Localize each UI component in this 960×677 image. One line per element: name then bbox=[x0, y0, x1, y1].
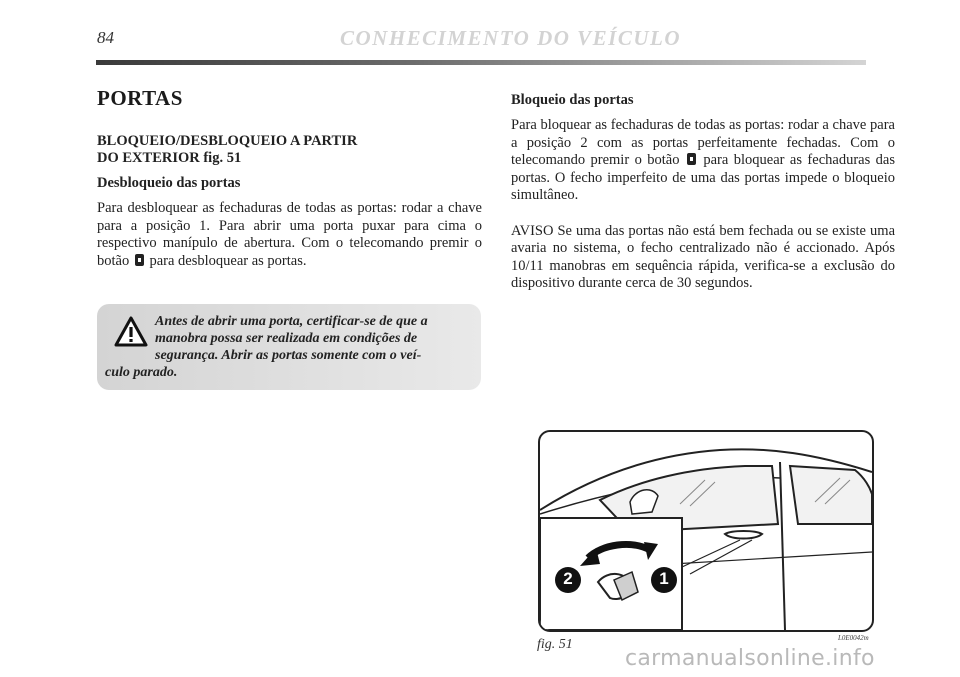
warning-box bbox=[97, 304, 481, 390]
warning-text bbox=[105, 313, 467, 381]
label-2: 2 bbox=[563, 569, 573, 588]
warning-text-main: Antes de abrir uma porta, certificar-se de que a manobra possa ser realizada em condições de segurança. Abrir as portas somente com o veí- bbox=[155, 314, 428, 363]
notice-paragraph: AVISO Se uma das portas não está bem fechada ou se existe uma avaria no sistema, o fecho centralizado não é accionado. Após 10/11 manobras em sequência rápida, verifica-se a exclusão do dispositivo durante cerca de 30 segundos. bbox=[511, 222, 895, 291]
figure-51 bbox=[538, 430, 874, 632]
lock-text-b: para bloquear as fechaduras das portas. O fecho imperfeito de uma das portas impede o bloqueio simultâneo. bbox=[511, 152, 895, 203]
header-rule bbox=[96, 60, 866, 65]
lock-button-icon bbox=[135, 254, 144, 266]
subheading-line1: BLOQUEIO/DESBLOQUEIO A PARTIR bbox=[97, 133, 358, 149]
section-title: CONHECIMENTO DO VEÍCULO bbox=[340, 26, 681, 50]
subheading bbox=[97, 133, 482, 167]
watermark: carmanualsonline.info bbox=[625, 646, 875, 671]
warning-text-last: culo parado. bbox=[105, 365, 178, 380]
unlock-text-b: para desbloquear as portas. bbox=[149, 252, 307, 269]
page-number: 84 bbox=[97, 28, 114, 47]
unlock-text-a: Para desbloquear as fechaduras de todas as portas: rodar a chave para a posição 1. Para abrir uma porta puxar para cima o respectivo manípulo de abertura. Com o telecomando premir o botão bbox=[97, 200, 482, 269]
unlock-heading: Desbloqueio das portas bbox=[97, 175, 241, 191]
lock-paragraph bbox=[511, 117, 895, 205]
car-door-illustration bbox=[540, 432, 872, 630]
figure-caption: fig. 51 bbox=[537, 637, 573, 652]
label-1: 1 bbox=[659, 569, 669, 588]
unlock-paragraph bbox=[97, 200, 482, 270]
lock-heading: Bloqueio das portas bbox=[511, 92, 634, 108]
left-column bbox=[97, 86, 482, 270]
figure-code: L0E0042m bbox=[838, 634, 869, 642]
page-heading: PORTAS bbox=[97, 86, 183, 110]
lock-text-a: Para bloquear as fechaduras de todas as portas: rodar a chave para a posição 2 com as portas perfeitamente fechadas. Com o telecomando premir o botão bbox=[511, 117, 895, 168]
subheading-line2: DO EXTERIOR fig. 51 bbox=[97, 150, 242, 166]
right-column bbox=[511, 92, 895, 293]
lock-button-icon bbox=[687, 153, 696, 165]
